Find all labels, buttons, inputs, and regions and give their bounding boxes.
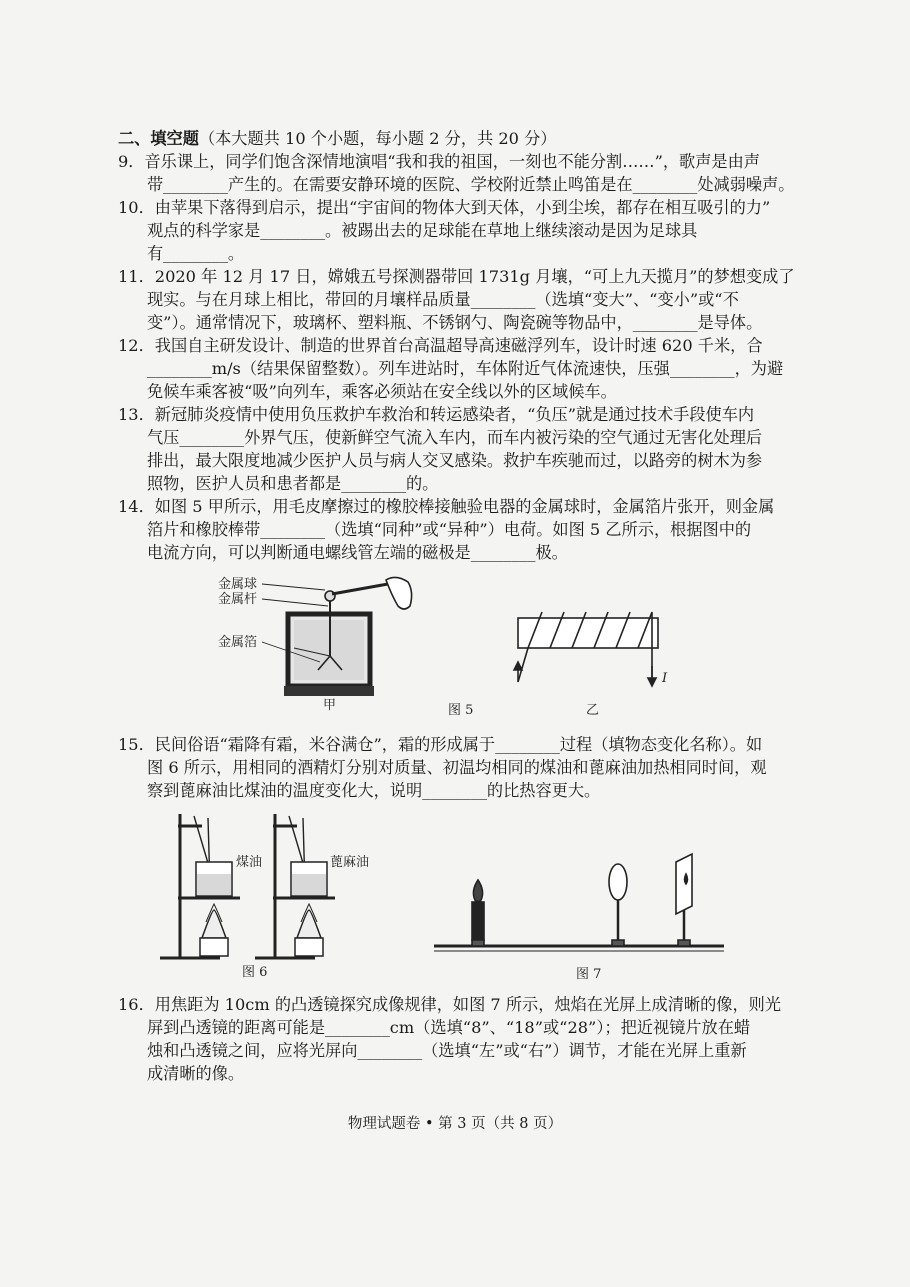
- q13-line-2: 气压________外界气压，使新鲜空气流入车内，而车内被污染的空气通过无害化处理后: [147, 428, 763, 447]
- q12-line-3: 免候车乘客被“吸”向列车，乘客必须站在安全线以外的区域候车。: [147, 382, 617, 401]
- heating-setup-right: [255, 814, 335, 958]
- fig6-label-castor-oil: 蓖麻油: [330, 855, 370, 870]
- q14-line-3: 电流方向，可以判断通电螺线管左端的磁极是________极。: [147, 543, 568, 562]
- q16-line-3: 烛和凸透镜之间，应将光屏向________（选填“左”或“右”）调节，才能在光屏上重新: [147, 1041, 747, 1060]
- q11-line-1: 11．2020 年 12 月 17 日，嫦娥五号探测器带回 1731g 月壤，“可上九天揽月”的梦想变成了: [118, 267, 795, 286]
- q16-line-4: 成清晰的像。: [147, 1064, 245, 1083]
- q10-line-1: 10．由苹果下落得到启示，提出“宇宙间的物体大到天体，小到尘埃，都存在相互吸引的力”: [118, 198, 771, 217]
- q11-line-2: 现实。与在月球上相比，带回的月壤样品质量________（选填“变大”、“变小”或“不: [147, 290, 739, 309]
- q10-line-3: 有________。: [147, 244, 245, 263]
- page-footer: 物理试题卷 • 第 3 页（共 8 页）: [347, 1116, 563, 1132]
- fig5-sub-right: 乙: [586, 703, 600, 716]
- q11-line-3: 变”）。通常情况下，玻璃杯、塑料瓶、不锈钢勺、陶瓷碗等物品中，________是导体。: [147, 313, 763, 332]
- fig5-label-rod: 金属杆: [218, 592, 258, 607]
- q14-line-2: 箔片和橡胶棒带________（选填“同种”或“异种”）电荷。如图 5 乙所示，根据图中的: [147, 520, 752, 539]
- q9-line-2: 带________产生的。在需要安静环境的医院、学校附近禁止鸣笛是在________处减弱噪声。: [147, 175, 795, 194]
- fig7-caption: 图 7: [576, 967, 602, 980]
- q16-line-2: 屏到凸透镜的距离可能是________cm（选填“8”、“18”或“28”）；把近视镜片放在蜡: [147, 1018, 751, 1037]
- fig6-label-kerosene: 煤油: [236, 855, 263, 870]
- q15-line-1: 15．民间俗语“霜降有霜，米谷满仓”，霜的形成属于________过程（填物态变化名称）。如: [118, 735, 763, 754]
- fig5-current-label: I: [662, 671, 668, 686]
- figure-6: [150, 810, 390, 982]
- q15-line-2: 图 6 所示，用相同的酒精灯分别对质量、初温均相同的煤油和蓖麻油加热相同时间，观: [147, 758, 767, 777]
- figure-5: [210, 566, 680, 716]
- q13-line-4: 照物，医护人员和患者都是________的。: [147, 474, 439, 493]
- q14-line-1: 14．如图 5 甲所示，用毛皮摩擦过的橡胶棒接触验电器的金属球时，金属箔片张开，则金属: [118, 497, 775, 516]
- q13-line-1: 13．新冠肺炎疫情中使用负压救护车救治和转运感染者，“负压”就是通过技术手段使车内: [118, 405, 755, 424]
- fig6-caption: 图 6: [242, 965, 268, 980]
- electroscope-drawing: [262, 577, 412, 696]
- fig5-sub-left: 甲: [323, 698, 337, 713]
- section-title: 二、填空题: [118, 129, 199, 148]
- figure-7: [430, 840, 730, 980]
- section-note: （本大题共 10 个小题，每小题 2 分，共 20 分）: [198, 129, 557, 148]
- fig5-label-foil: 金属箔: [218, 635, 258, 650]
- q16-line-1: 16．用焦距为 10cm 的凸透镜探究成像规律，如图 7 所示，烛焰在光屏上成清晰的像，则光: [118, 995, 782, 1014]
- solenoid-drawing: [514, 612, 658, 686]
- q12-line-2: ________m/s（结果保留整数）。列车进站时，车体附近气体流速快，压强________，为避: [147, 359, 784, 378]
- q12-line-1: 12．我国自主研发设计、制造的世界首台高温超导高速磁浮列车，设计时速 620 千米，合: [118, 336, 763, 355]
- q15-line-3: 察到蓖麻油比煤油的温度变化大，说明________的比热容更大。: [147, 781, 601, 800]
- q10-line-2: 观点的科学家是________。被踢出去的足球能在草地上继续滚动是因为足球具: [147, 221, 698, 240]
- fig5-label-ball: 金属球: [218, 577, 258, 592]
- optical-bench: [434, 854, 724, 951]
- section-heading: [118, 128, 557, 150]
- fig5-caption: 图 5: [448, 703, 474, 716]
- q9-line-1: 9．音乐课上，同学们饱含深情地演唱“我和我的祖国，一刻也不能分割……”，歌声是由声: [118, 152, 760, 171]
- q13-line-3: 排出，最大限度地减少医护人员与病人交叉感染。救护车疾驰而过，以路旁的树木为参: [147, 451, 763, 470]
- heating-setup-left: [160, 814, 240, 958]
